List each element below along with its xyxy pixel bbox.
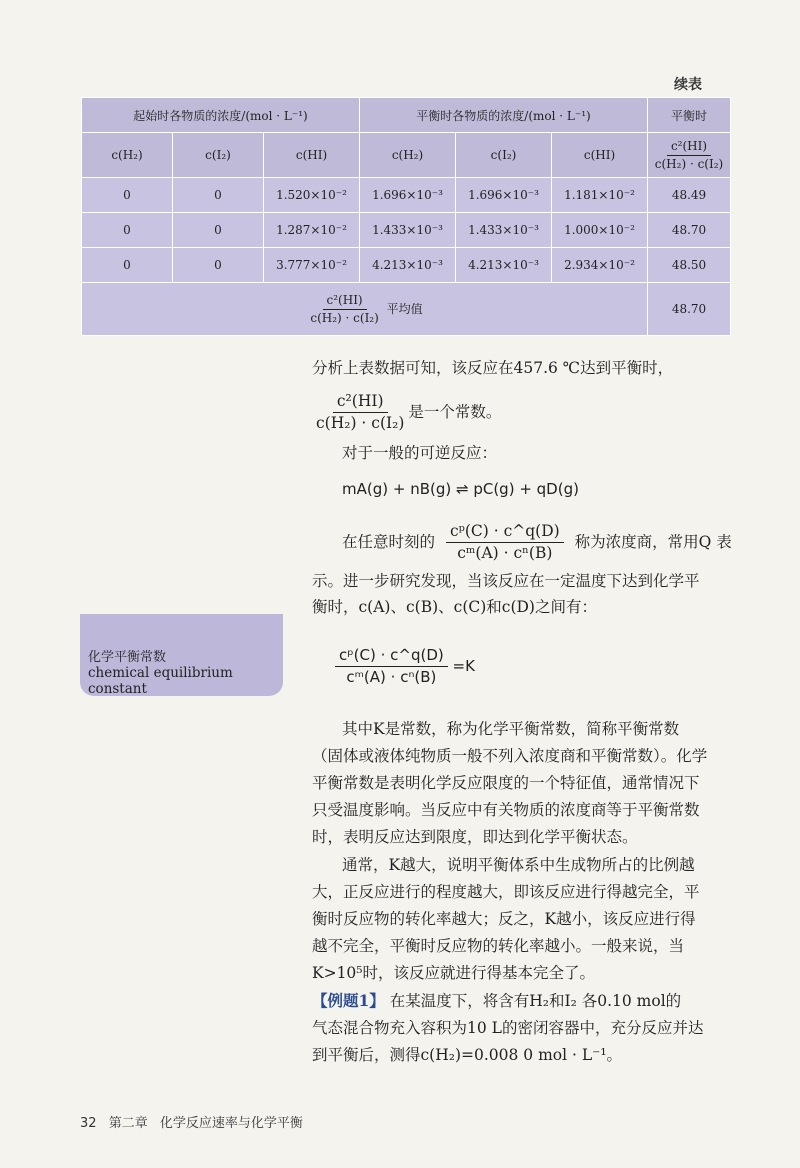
col-initial-hi: c(HI): [264, 133, 360, 178]
para-1b: $\frac{\text{c²(HI)}}{\text{c(H₂) · c(I₂)}}$ 是一个常数。: [316, 392, 502, 433]
col-initial-i2: c(I₂): [173, 133, 264, 178]
example-label: 【例题1】: [312, 991, 385, 1010]
table-row: 0 0 1.520×10⁻² 1.696×10⁻³ 1.696×10⁻³ 1.181×10⁻² 48.49: [82, 178, 731, 213]
chapter-label: 第二章: [108, 1116, 148, 1131]
header-equilibrium: 平衡时各物质的浓度/(mol · L⁻¹): [360, 98, 648, 133]
para-4-line-1: 其中K是常数，称为化学平衡常数，简称平衡常数: [342, 720, 680, 738]
table-row: 0 0 1.287×10⁻² 1.433×10⁻³ 1.433×10⁻³ 1.000×10⁻² 48.70: [82, 213, 731, 248]
para-5-line-5: K>10⁵时，该反应就进行得基本完全了。: [312, 964, 596, 982]
average-label: 平均值: [386, 301, 423, 316]
header-ratio: 平衡时: [648, 98, 731, 133]
para-4-line-4: 只受温度影响。当反应中有关物质的浓度商等于平衡常数: [312, 801, 700, 819]
para-3-line-3: 衡时，c(A)、c(B)、c(C)和c(D)之间有：: [312, 598, 597, 616]
col-eq-i2: c(I₂): [456, 133, 552, 178]
chapter-title: 化学反应速率与化学平衡: [159, 1116, 303, 1131]
para-4-line-3: 平衡常数是表明化学反应限度的一个特征值，通常情况下: [312, 774, 700, 792]
note-title-en: chemical equilibrium constant: [88, 665, 233, 697]
note-title-zh: 化学平衡常数: [88, 650, 167, 665]
para-1: 分析上表数据可知，该反应在457.6 ℃达到平衡时，: [312, 359, 674, 377]
average-value: 48.70: [648, 283, 731, 336]
para-5-line-4: 越不完全，平衡时反应物的转化率越小。一般来说，当: [312, 937, 685, 955]
equilibrium-constant-equation: $\frac{\text{cᵖ(C) · c\textasciicircum{}q(D)}}{\text{cᵐ(A) · cⁿ(B)}}$ =K: [335, 646, 475, 687]
para-3-line-2: 示。进一步研究发现，当该反应在一定温度下达到化学平: [312, 572, 700, 590]
col-eq-hi: c(HI): [552, 133, 648, 178]
average-row: $\frac{\text{c²(HI)}}{\text{c(H₂) · c(I₂)}}$ 平均值 48.70: [82, 283, 731, 336]
sidebar-note: [80, 614, 283, 696]
para-6-line-3: 到平衡后，测得c(H₂)=0.008 0 mol · L⁻¹。: [312, 1046, 623, 1064]
para-4-line-5: 时，表明反应达到限度，即达到化学平衡状态。: [312, 828, 638, 846]
equilibrium-data-table: [81, 97, 731, 336]
header-initial: 起始时各物质的浓度/(mol · L⁻¹): [82, 98, 360, 133]
col-initial-h2: c(H₂): [82, 133, 173, 178]
para-4-line-2: （固体或液体纯物质一般不列入浓度商和平衡常数）。化学: [312, 747, 708, 765]
continued-label: 续表: [674, 77, 702, 93]
para-6-line-1: 【例题1】 在某温度下，将含有H₂和I₂ 各0.10 mol的: [312, 991, 682, 1010]
col-eq-h2: c(H₂): [360, 133, 456, 178]
para-5-line-3: 衡时反应物的转化率越大；反之，K越小，该反应进行得: [312, 910, 696, 928]
page-footer: [80, 1112, 311, 1131]
para-5-line-1: 通常，K越大，说明平衡体系中生成物所占的比例越: [342, 856, 695, 874]
para-5-line-2: 大，正反应进行的程度越大，即该反应进行得越完全，平: [312, 883, 700, 901]
para-6-line-2: 气态混合物充入容积为10 L的密闭容器中，充分反应并达: [312, 1019, 704, 1037]
table-row: 0 0 3.777×10⁻² 4.213×10⁻³ 4.213×10⁻³ 2.934×10⁻² 48.50: [82, 248, 731, 283]
para-3-line-1: 在任意时刻的 $\frac{\text{cᵖ(C) · c\textasciicircum{}q(D)}}{\text{cᵐ(A) · cⁿ(B)}}$ 称为浓度商，常用Q 表: [342, 522, 732, 563]
para-2: 对于一般的可逆反应：: [342, 444, 498, 462]
col-ratio: $\frac{\text{c²(HI)}}{\text{c(H₂) · c(I₂)}}$: [648, 133, 731, 178]
reversible-reaction-equation: mA(g) + nB(g) ⇌ pC(g) + qD(g): [342, 480, 579, 498]
page-number: 32: [80, 1116, 97, 1131]
